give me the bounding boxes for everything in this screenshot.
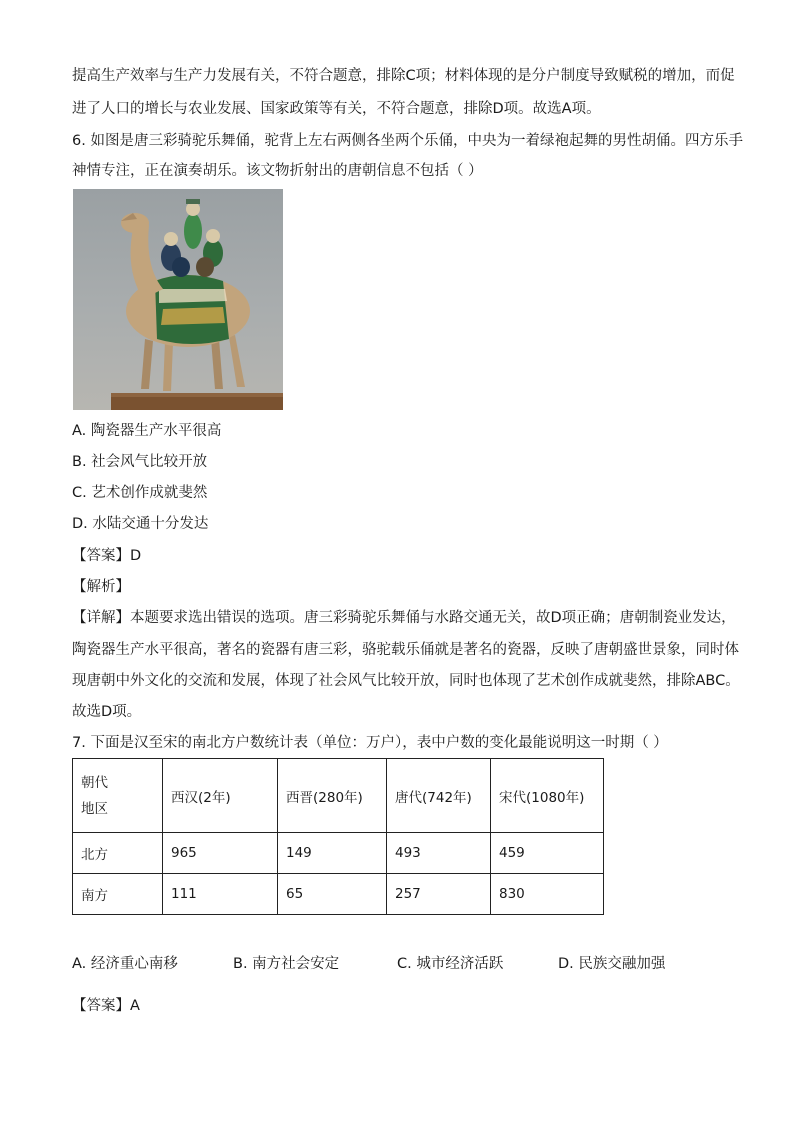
column-header: 西汉(2年) [163, 759, 278, 833]
column-header: 宋代(1080年) [491, 759, 604, 833]
option-a: A. 经济重心南移 [72, 956, 178, 972]
table-row [73, 874, 604, 915]
table-header-row [73, 759, 604, 833]
text-line: 提高生产效率与生产力发展有关，不符合题意，排除C项；材料体现的是分户制度导致赋税的增加，而促 [72, 68, 735, 84]
corner-top-label: 朝代 [81, 774, 108, 791]
table-cell: 149 [278, 833, 387, 874]
table-cell: 257 [387, 874, 491, 915]
question-6-stem-cont: 神情专注，正在演奏胡乐。该文物折射出的唐朝信息不包括（ ） [72, 163, 483, 179]
table-cell: 111 [163, 874, 278, 915]
row-label: 南方 [73, 874, 163, 915]
answer-tag: 【答案】 [72, 998, 130, 1014]
column-header: 西晋(280年) [278, 759, 387, 833]
table-cell: 830 [491, 874, 604, 915]
option-c: C. 城市经济活跃 [397, 956, 504, 972]
row-label: 北方 [73, 833, 163, 874]
analysis-tag: 【解析】 [72, 579, 130, 595]
answer-tag: 【答案】 [72, 548, 130, 564]
table-cell: 493 [387, 833, 491, 874]
option-b: B. 南方社会安定 [233, 956, 340, 972]
column-header: 唐代(742年) [387, 759, 491, 833]
table-corner-cell [73, 759, 163, 833]
corner-bottom-label: 地区 [81, 800, 108, 817]
detail-line-4: 故选D项。 [72, 704, 142, 720]
camel-figurine-illustration [73, 189, 283, 410]
table-cell: 965 [163, 833, 278, 874]
option-c: C. 艺术创作成就斐然 [72, 485, 208, 501]
option-a: A. 陶瓷器生产水平很高 [72, 423, 222, 439]
answer-7 [72, 996, 140, 1016]
table-cell: 65 [278, 874, 387, 915]
answer-value: D [130, 548, 142, 564]
text-line: 进了人口的增长与农业发展、国家政策等有关，不符合题意，排除D项。故选A项。 [72, 101, 601, 117]
detail-text: 本题要求选出错误的选项。唐三彩骑驼乐舞俑与水路交通无关，故D项正确；唐朝制瓷业发达， [130, 610, 736, 626]
table-cell: 459 [491, 833, 604, 874]
question-6-stem: 6. 如图是唐三彩骑驼乐舞俑，驼背上左右两侧各坐两个乐俑，中央为一着绿袍起舞的男性胡俑。四方乐手 [72, 133, 743, 149]
option-b: B. 社会风气比较开放 [72, 454, 208, 470]
table-row [73, 833, 604, 874]
detail-line-3: 现唐朝中外文化的交流和发展，体现了社会风气比较开放，同时也体现了艺术创作成就斐然，排除ABC。 [72, 673, 740, 689]
detail-tag: 【详解】 [72, 610, 130, 626]
question-7-stem: 7. 下面是汉至宋的南北方户数统计表（单位：万户），表中户数的变化最能说明这一时期（ ） [72, 735, 668, 751]
answer-6 [72, 546, 141, 566]
camel-figurine-image [73, 189, 283, 410]
answer-value: A [130, 998, 140, 1014]
detail-line-1 [72, 608, 736, 628]
households-table [72, 758, 604, 915]
option-d: D. 民族交融加强 [558, 956, 666, 972]
option-d: D. 水陆交通十分发达 [72, 516, 209, 532]
detail-line-2: 陶瓷器生产水平很高，著名的瓷器有唐三彩，骆驼载乐俑就是著名的瓷器，反映了唐朝盛世景象，同时体 [72, 642, 739, 658]
